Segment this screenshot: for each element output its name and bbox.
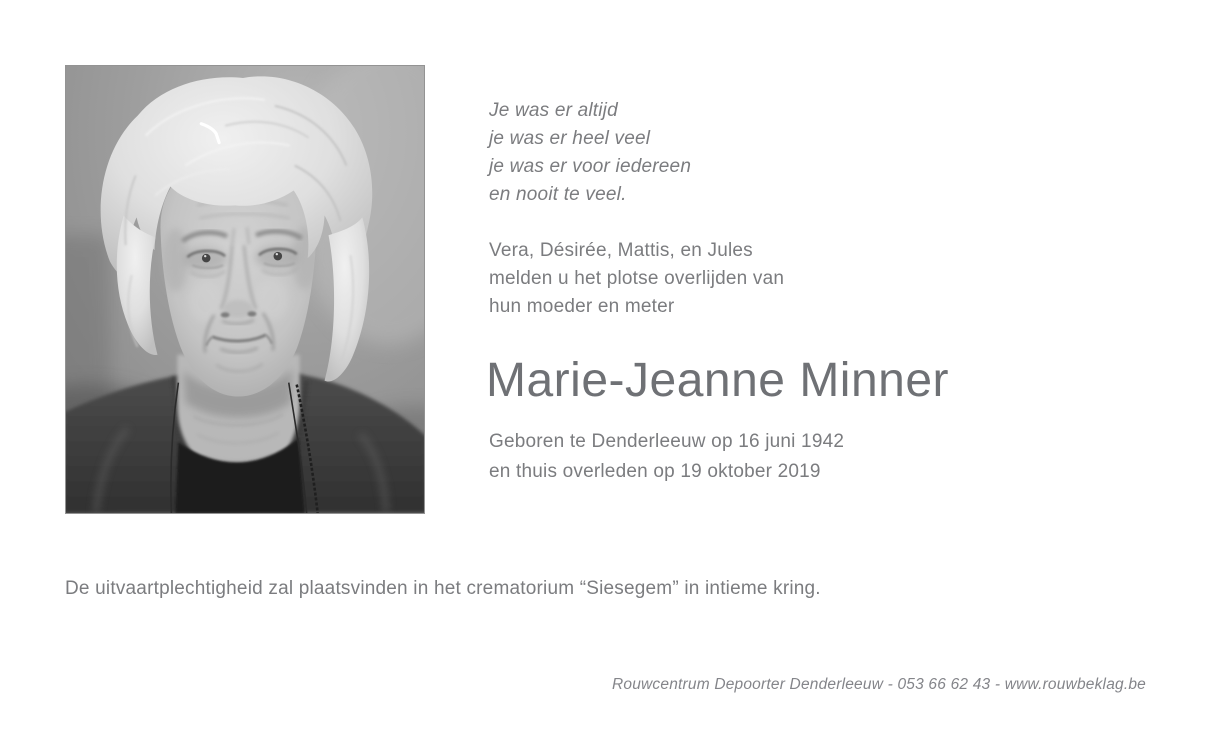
ceremony-note: De uitvaartplechtigheid zal plaatsvinden in het crematorium “Siesegem” in intieme kring. xyxy=(65,578,821,599)
announcement-line: melden u het plotse overlijden van xyxy=(489,268,785,289)
announcement-line: hun moeder en meter xyxy=(489,296,675,317)
poem-line: je was er heel veel xyxy=(489,128,651,149)
life-dates xyxy=(489,427,844,487)
poem-line: je was er voor iedereen xyxy=(489,156,692,177)
deceased-name: Marie-Jeanne Minner xyxy=(486,354,950,407)
funeral-home-credit: Rouwcentrum Depoorter Denderleeuw - 053 66 62 43 - www.rouwbeklag.be xyxy=(612,676,1146,693)
portrait-illustration xyxy=(66,66,424,513)
portrait-photo xyxy=(65,65,425,514)
announcement-line: Vera, Désirée, Mattis, en Jules xyxy=(489,240,753,261)
family-announcement xyxy=(489,237,784,321)
birth-line: Geboren te Denderleeuw op 16 juni 1942 xyxy=(489,431,845,452)
poem xyxy=(489,97,691,209)
death-line: en thuis overleden op 19 oktober 2019 xyxy=(489,461,821,482)
poem-line: en nooit te veel. xyxy=(489,184,627,205)
poem-line: Je was er altijd xyxy=(489,100,618,121)
